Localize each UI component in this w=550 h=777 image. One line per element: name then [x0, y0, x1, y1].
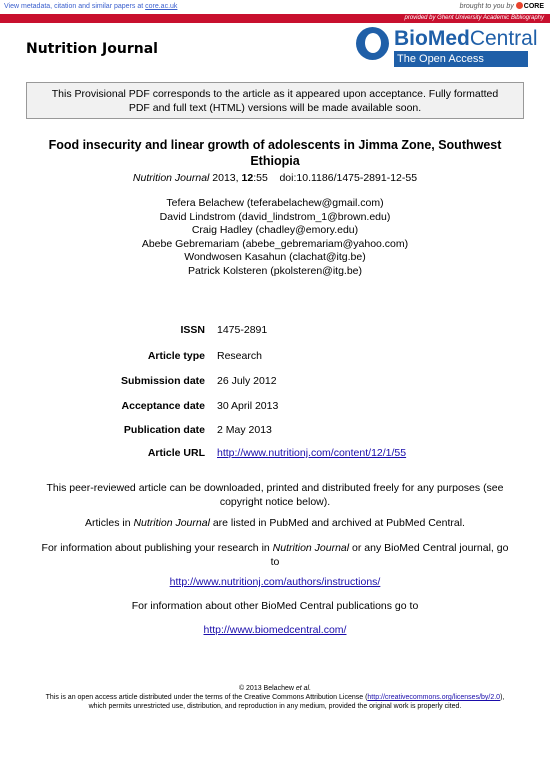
meta-label: ISSN	[180, 324, 205, 336]
meta-value: 2 May 2013	[217, 424, 272, 436]
pubmed-notice	[30, 516, 520, 530]
core-link[interactable]: core.ac.uk	[145, 3, 178, 10]
bmc-link-row	[30, 623, 520, 637]
author-item: Abebe Gebremariam (abebe_gebremariam@yahoo.com)	[141, 237, 409, 250]
bmc-circle-icon	[356, 27, 389, 60]
meta-value: 1475-2891	[217, 324, 268, 336]
pubmed-pre: Articles in	[85, 517, 134, 529]
title-line-2: Ethiopia	[250, 154, 300, 168]
citation-pages: :55	[253, 172, 268, 184]
biomed-central-logo	[356, 27, 538, 81]
author-item: Wondwosen Kasahun (clachat@itg.be)	[184, 251, 366, 264]
citation-journal: Nutrition Journal	[132, 172, 210, 184]
meta-label: Publication date	[123, 424, 205, 436]
publish-to: to	[270, 556, 280, 568]
bmc-central: Central	[469, 27, 538, 50]
meta-label: Submission date	[120, 375, 205, 387]
biomedcentral-link[interactable]: http://www.biomedcentral.com/	[203, 624, 347, 636]
author-item: David Lindstrom (david_lindstrom_1@brown.edu)	[159, 210, 391, 223]
publish-pre: For information about publishing your research in	[41, 542, 273, 554]
meta-article-url	[0, 447, 550, 461]
meta-submission-date	[0, 375, 550, 389]
notice-line-2: PDF and full text (HTML) versions will be made available soon.	[128, 102, 422, 114]
core-brand-name: CORE	[523, 3, 544, 10]
citation	[30, 172, 520, 184]
journal-name: Nutrition Journal	[26, 41, 158, 57]
citation-volume: 12	[241, 172, 254, 184]
provisional-notice	[26, 82, 524, 119]
instructions-link-row	[30, 575, 520, 589]
copyright-line	[10, 684, 540, 693]
peer-review-notice	[30, 481, 520, 509]
other-publications-text: For information about other BioMed Central publications go to	[131, 600, 419, 612]
license-terms: which permits unrestricted use, distribution, and reproduction in any medium, provided the original work is properly cited.	[88, 703, 462, 710]
meta-value: 30 April 2013	[217, 400, 279, 412]
license-link[interactable]: http://creativecommons.org/licenses/by/2.0	[367, 694, 501, 701]
article-url-link[interactable]: http://www.nutritionj.com/content/12/1/55	[217, 447, 407, 459]
meta-label: Article type	[147, 350, 205, 362]
author-item: Tefera Belachew (teferabelachew@gmail.com)	[166, 197, 384, 209]
peer-line-2: copyright notice below).	[219, 496, 331, 508]
core-metadata-text[interactable]	[4, 0, 177, 14]
title-line-1: Food insecurity and linear growth of adolescents in Jimma Zone, Southwest	[48, 138, 502, 152]
bmc-tagline: The Open Access Publisher	[394, 51, 528, 67]
publishing-info	[30, 541, 520, 569]
license-line	[10, 693, 540, 702]
author-item: Craig Hadley (chadley@emory.edu)	[191, 224, 359, 237]
core-brand[interactable]	[460, 0, 544, 14]
ghent-provided-text: provided by Ghent University Academic Bibliography	[404, 15, 544, 21]
peer-line-1: This peer-reviewed article can be downloaded, printed and distributed freely for any purposes (see	[46, 482, 504, 494]
bmc-med: Med	[427, 27, 470, 50]
meta-label: Article URL	[147, 447, 205, 459]
ghent-banner	[0, 14, 550, 23]
publish-journal: Nutrition Journal	[272, 542, 350, 554]
license-pre: This is an open access article distributed under the terms of the Creative Commons Attribution License (	[45, 694, 368, 701]
citation-year: 2013,	[209, 172, 242, 184]
publish-post: or any BioMed Central journal, go	[349, 542, 509, 554]
core-metadata-label: View metadata, citation and similar papers at	[4, 3, 146, 10]
meta-acceptance-date	[0, 400, 550, 414]
meta-publication-date	[0, 424, 550, 438]
copyright-pre: © 2013 Belachew	[238, 685, 296, 692]
author-list	[30, 197, 520, 279]
meta-label: Acceptance date	[121, 400, 205, 412]
meta-article-type	[0, 350, 550, 364]
core-banner	[0, 0, 550, 14]
notice-line-1: This Provisional PDF corresponds to the article as it appeared upon acceptance. Fully formatted	[51, 88, 499, 100]
citation-doi: doi:10.1186/1475-2891-12-55	[279, 172, 418, 184]
meta-value: 26 July 2012	[217, 375, 277, 387]
meta-value: Research	[217, 350, 262, 362]
core-logo-icon	[516, 2, 523, 9]
core-brought-label: brought to you by	[459, 3, 514, 10]
instructions-link[interactable]: http://www.nutritionj.com/authors/instructions/	[169, 576, 381, 588]
pubmed-post: are listed in PubMed and archived at PubMed Central.	[209, 517, 465, 529]
pubmed-journal: Nutrition Journal	[133, 517, 210, 529]
copyright-etal: et al.	[295, 685, 312, 692]
bmc-bio: Bio	[394, 27, 428, 50]
bmc-wordmark	[394, 27, 538, 51]
meta-issn	[0, 324, 550, 338]
author-item: Patrick Kolsteren (pkolsteren@itg.be)	[187, 264, 363, 277]
article-title	[30, 137, 520, 169]
license-post: ),	[500, 694, 505, 701]
